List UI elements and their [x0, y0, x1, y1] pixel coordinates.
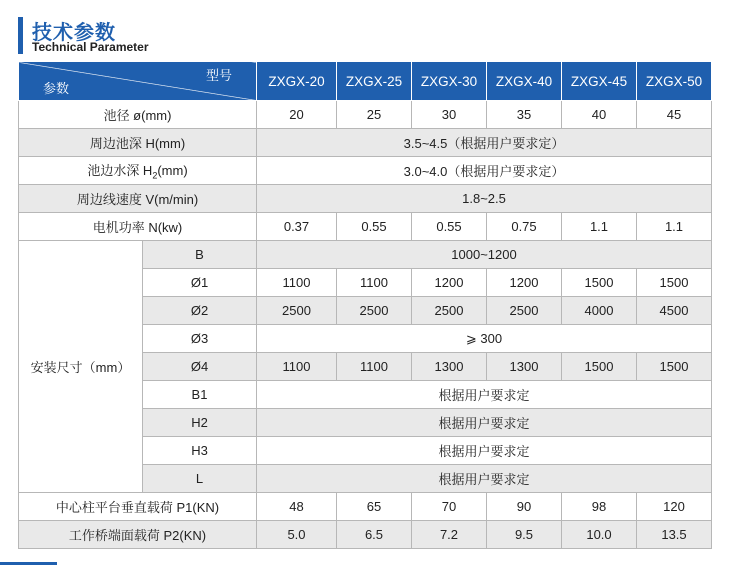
cell: 3.0~4.0（根据用户要求定） [257, 157, 712, 185]
cell: 1100 [257, 353, 337, 381]
cell: 25 [337, 101, 412, 129]
cell: 1200 [412, 269, 487, 297]
cell: 40 [562, 101, 637, 129]
sub-row-label: Ø2 [143, 297, 257, 325]
cell: 4000 [562, 297, 637, 325]
model-header: ZXGX-30 [412, 62, 487, 101]
cell: 9.5 [487, 521, 562, 549]
cell: 1300 [487, 353, 562, 381]
cell: 0.55 [412, 213, 487, 241]
cell: 2500 [412, 297, 487, 325]
cell: 根据用户要求定 [257, 437, 712, 465]
cell: 5.0 [257, 521, 337, 549]
install-dimensions-label: 安装尺寸（mm） [19, 241, 143, 493]
cell: 13.5 [637, 521, 712, 549]
parameter-table [18, 61, 712, 549]
sub-row-label: Ø4 [143, 353, 257, 381]
table-row [19, 157, 712, 185]
sub-row-label: H2 [143, 409, 257, 437]
corner-header-cell [19, 62, 257, 101]
row-label-unit: (mm) [157, 163, 188, 179]
cell: 根据用户要求定 [257, 465, 712, 493]
table-row [19, 185, 712, 213]
row-label-subscript: 2 [152, 170, 158, 181]
row-label: 电机功率 N(kw) [19, 213, 257, 241]
footer-accent-line [0, 562, 57, 565]
sub-row-label: Ø1 [143, 269, 257, 297]
cell: 1500 [637, 269, 712, 297]
cell: 2500 [337, 297, 412, 325]
row-label: 池径 ø(mm) [19, 101, 257, 129]
cell: 20 [257, 101, 337, 129]
row-label: 周边线速度 V(m/min) [19, 185, 257, 213]
cell: 2500 [487, 297, 562, 325]
row-label [19, 157, 257, 185]
cell: 1.8~2.5 [257, 185, 712, 213]
table-row [19, 213, 712, 241]
cell: 根据用户要求定 [257, 409, 712, 437]
cell: 0.55 [337, 213, 412, 241]
cell: 1500 [562, 353, 637, 381]
sub-row-label: B1 [143, 381, 257, 409]
model-header: ZXGX-40 [487, 62, 562, 101]
cell: 10.0 [562, 521, 637, 549]
cell: 48 [257, 493, 337, 521]
model-header: ZXGX-50 [637, 62, 712, 101]
cell: 0.37 [257, 213, 337, 241]
model-header: ZXGX-45 [562, 62, 637, 101]
cell: 45 [637, 101, 712, 129]
model-header: ZXGX-20 [257, 62, 337, 101]
table-header-row [19, 62, 712, 101]
cell: 3.5~4.5（根据用户要求定） [257, 129, 712, 157]
cell: 根据用户要求定 [257, 381, 712, 409]
sub-row-label: H3 [143, 437, 257, 465]
cell: 7.2 [412, 521, 487, 549]
cell: 70 [412, 493, 487, 521]
sub-row-label: L [143, 465, 257, 493]
corner-label-param: 参数 [43, 81, 70, 96]
row-label: 工作桥端面载荷 P2(KN) [19, 521, 257, 549]
row-label-main: 池边水深 H [87, 163, 153, 179]
cell: 1.1 [562, 213, 637, 241]
row-label: 周边池深 H(mm) [19, 129, 257, 157]
cell: 1500 [637, 353, 712, 381]
corner-label-model: 型号 [205, 68, 232, 83]
cell: 1000~1200 [257, 241, 712, 269]
cell: 2500 [257, 297, 337, 325]
cell: 1100 [337, 353, 412, 381]
sub-row-label: B [143, 241, 257, 269]
cell: 98 [562, 493, 637, 521]
cell: 65 [337, 493, 412, 521]
table-row [19, 241, 712, 269]
cell: 90 [487, 493, 562, 521]
sub-row-label: Ø3 [143, 325, 257, 353]
cell: 0.75 [487, 213, 562, 241]
cell: 1500 [562, 269, 637, 297]
cell: 1300 [412, 353, 487, 381]
cell: 1100 [257, 269, 337, 297]
cell: 1200 [487, 269, 562, 297]
cell: 35 [487, 101, 562, 129]
cell: 4500 [637, 297, 712, 325]
page-title: 技术参数 [32, 22, 116, 44]
cell: 6.5 [337, 521, 412, 549]
table-row [19, 493, 712, 521]
cell: ⩾ 300 [257, 325, 712, 353]
table-row [19, 101, 712, 129]
cell: 1.1 [637, 213, 712, 241]
title-accent-bar [18, 17, 23, 54]
cell: 1100 [337, 269, 412, 297]
table-row [19, 521, 712, 549]
page-subtitle: Technical Parameter [32, 40, 149, 54]
cell: 30 [412, 101, 487, 129]
cell: 120 [637, 493, 712, 521]
table-row [19, 129, 712, 157]
model-header: ZXGX-25 [337, 62, 412, 101]
row-label: 中心柱平台垂直载荷 P1(KN) [19, 493, 257, 521]
